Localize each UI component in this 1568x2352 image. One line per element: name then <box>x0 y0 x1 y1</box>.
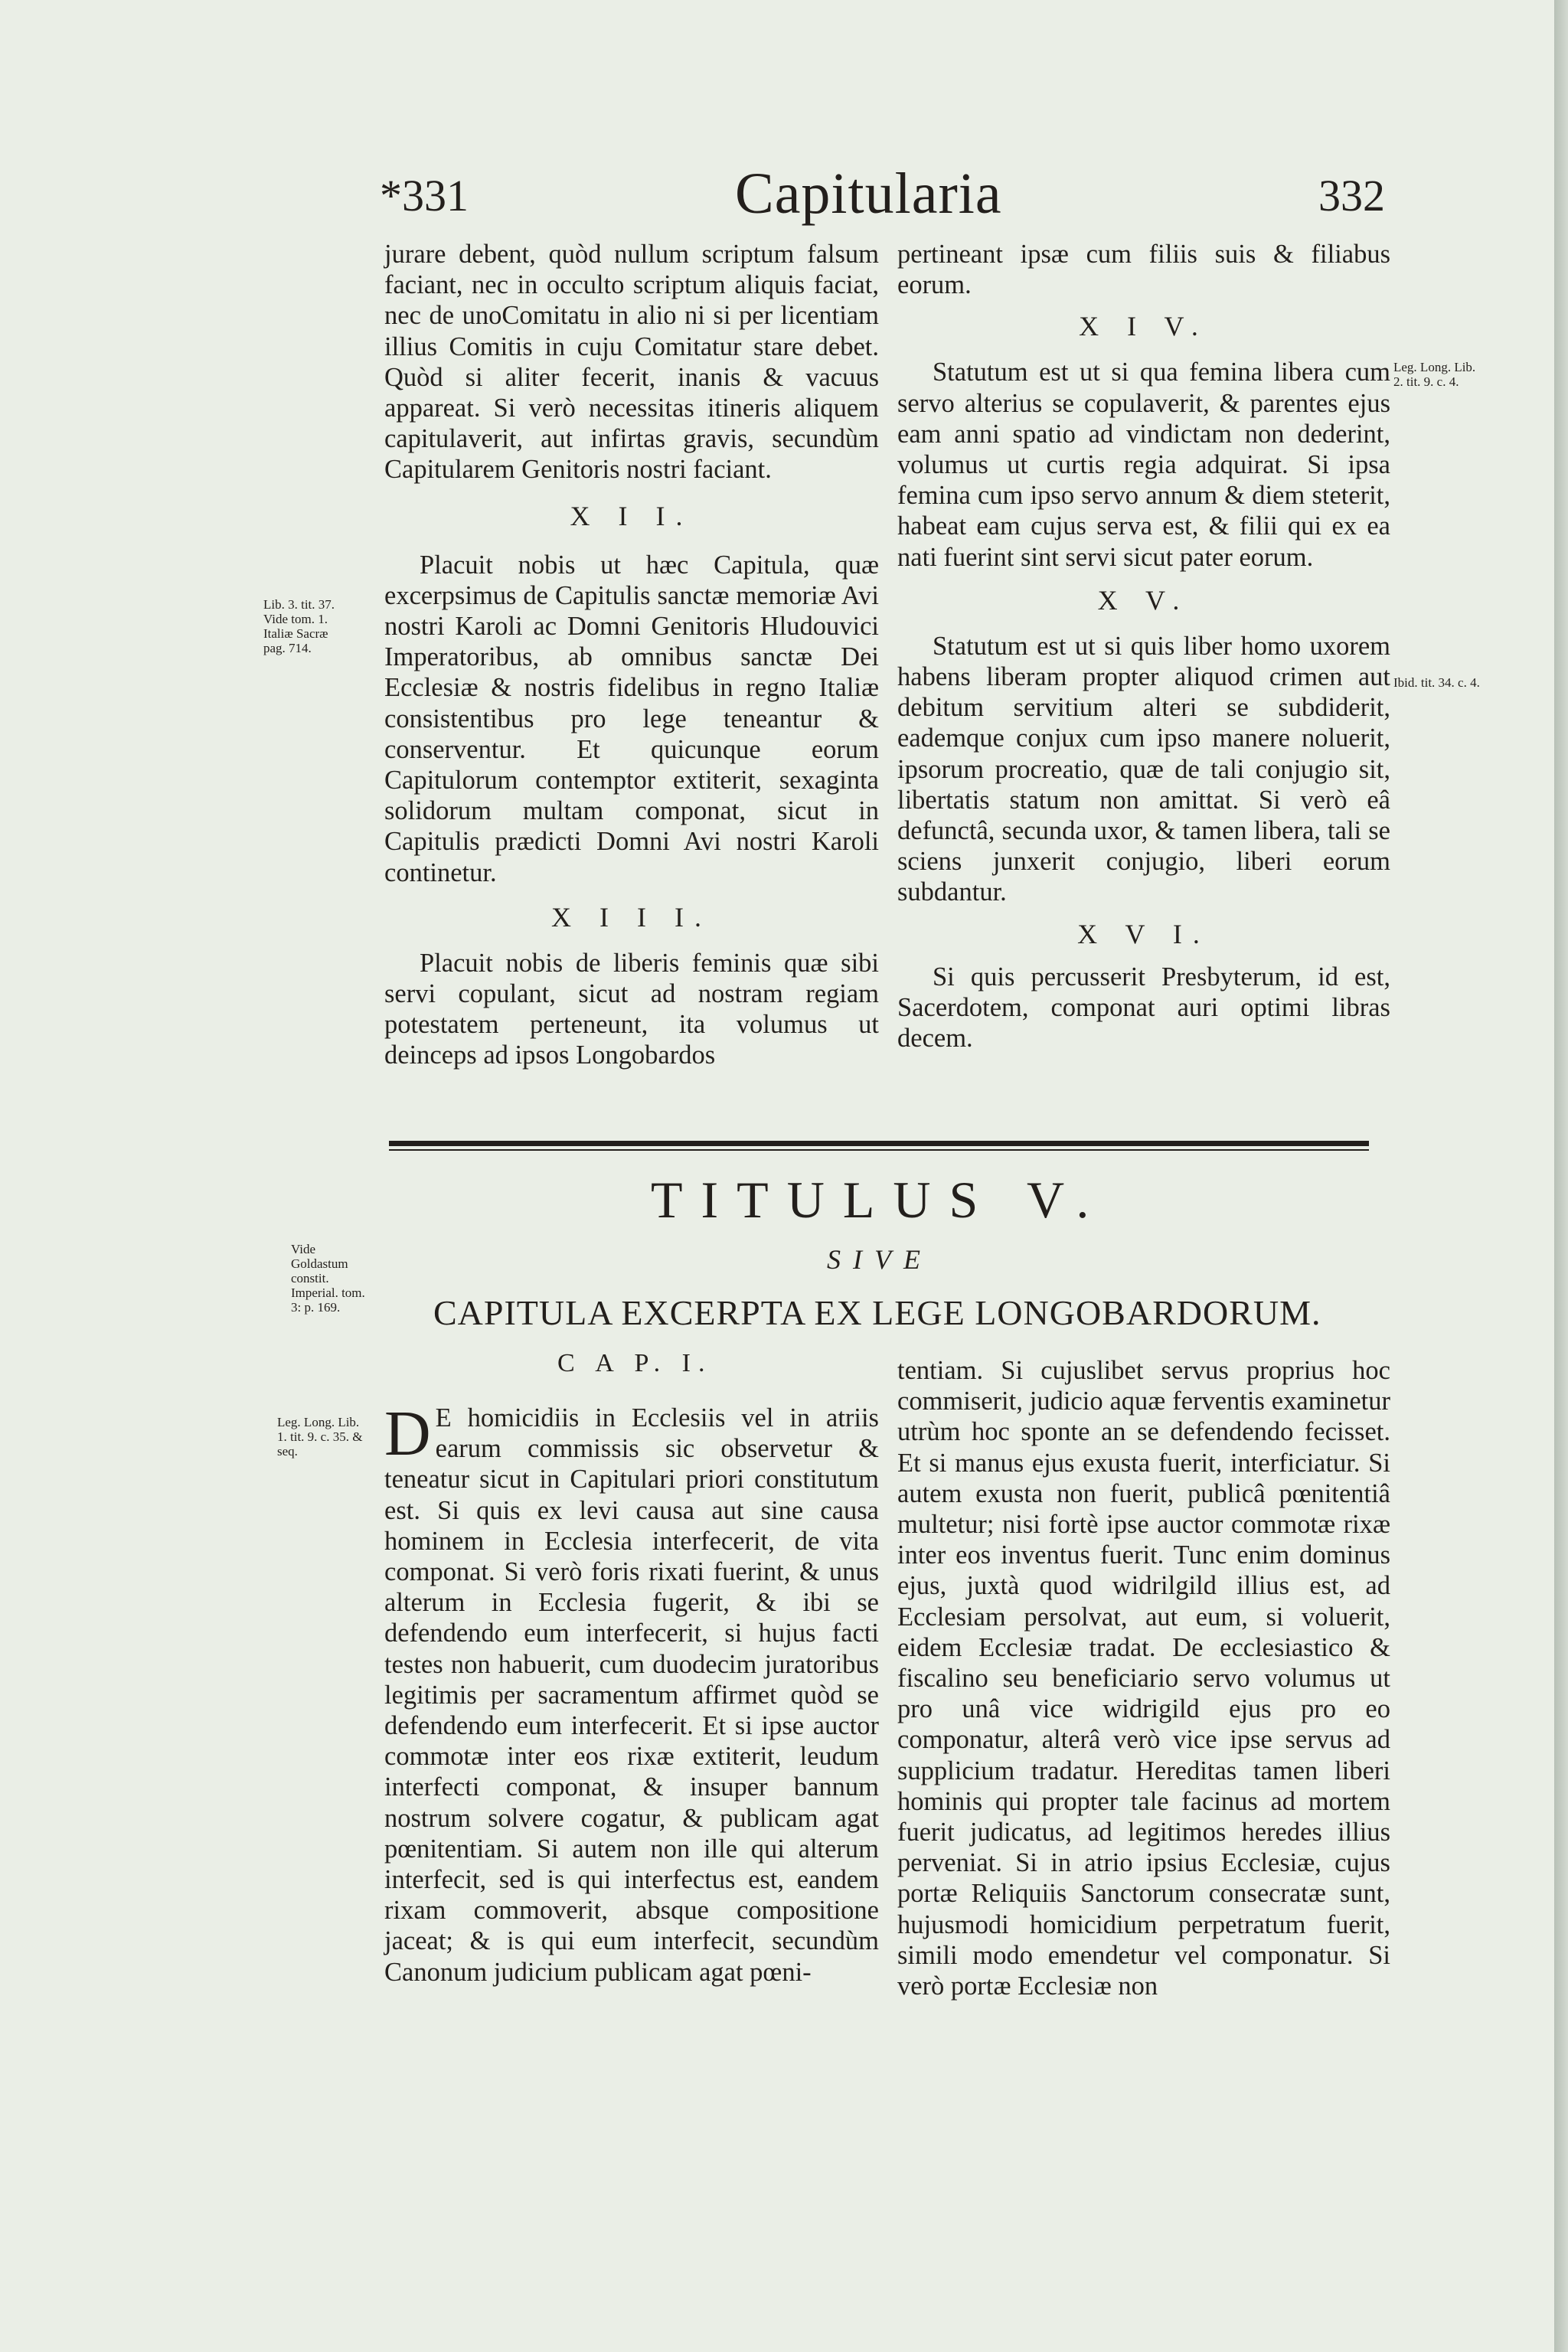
paragraph: jurare debent, quòd nullum scriptum falsum faciant, nec in occulto scriptum aliquis faciat, nec de unoComitatu in alio ni si per licentiam illius Comitis in cuju Comitatur stare debet. Quòd si aliter fecerit, inanis & vacuus appareat. Si verò necessitas itineris aliquem capitulaverit, aut infirtas gravis, secundùm Capitularem Genitoris nostri faciant. <box>384 240 879 485</box>
margin-note: Leg. Long. Lib. 2. tit. 9. c. 4. <box>1393 360 1476 389</box>
paragraph: E homicidiis in Ecclesiis vel in atriis earum commissis sic observetur & teneatur sicut in Capitulari priori constitutum est. Si quis ex levi causa aut sine causa hominem in Ecclesia interfecerit, de vita componat. Si verò foris rixati fuerint, & unus alterum in Ecclesia fugerit, & ibi se defendendo eum interfecerit, si hujus facti testes non habuerit, cum duodecim juratoribus legitimis per sacramentum affirmet quòd se defendendo eum interfecerit. Et si ipse auctor commotæ inter eos rixæ extiterit, leudum interfecti componat, & insuper bannum nostrum solvere cogatur, & publicam agat pœnitentiam. Si autem non ille qui alterum interfecit, sed is qui interfectus est, eandem rixam commoverit, absque compositione jaceat; & is qui eum interfecit, secundùm Canonum judicium publicam agat pœni- <box>384 1403 879 1987</box>
paragraph: Statutum est ut si qua femina libera cum servo alterius se copulaverit, & parentes ejus eam anni spatio ad vindictam non dederint, volumus ut curtis regia adquirat. Si ipsa femina cum ipso servo annum & diem steterit, habeat eam cujus serva est, & filii qui ex ea nati fuerint sint servi sicut pater eorum. <box>897 358 1390 572</box>
drop-cap: D <box>384 1398 431 1469</box>
chapter-heading-xiv: X I V. <box>1079 311 1209 342</box>
margin-note: Ibid. tit. 34. c. 4. <box>1393 675 1480 690</box>
sive-heading: SIVE <box>827 1244 933 1275</box>
paragraph: Placuit nobis de liberis feminis quæ sibi servi copulant, sicut ad nostram regiam potestatem perteneunt, ita volumus ut deinceps ad ipsos Longobardos <box>384 948 879 1070</box>
section-rule-thin <box>389 1149 1369 1151</box>
margin-note: Lib. 3. tit. 37. Vide tom. 1. Italiæ Sacræ pag. 714. <box>263 597 335 655</box>
left-column-top <box>384 239 879 1071</box>
right-column-top <box>897 239 1390 1054</box>
paragraph: tentiam. Si cujuslibet servus proprius hoc commiserit, judicio aquæ ferventis examinetur utrùm hoc sponte an se defendendo fecisset. Et si manus ejus exusta fuerit, interficiatur. Si autem exusta non fuerit, publicâ pœnitentiâ multetur; nisi fortè ipse auctor commotæ rixæ inter eos inventus fuerit. Tunc enim dominus ejus, juxtà quod widrilgild illius est, ad Ecclesiam persolvat, aut eum, si voluerit, eidem Ecclesiæ tradat. De ecclesiastico & fiscalino seu beneficiario servo volumus ut pro unâ vice widrigild ejus pro eo componatur, alterâ verò vice ipse servus ad supplicium tradatur. Hereditas tamen liberi hominis qui propter tale facinus ad mortem fuerit judicatus, ad legitimos heredes illius perveniat. Si in atrio ipsius Ecclesiæ, cujus portæ Reliquiis Sanctorum consecratæ sunt, hujusmodi homicidium perpetratum fuerit, simili modo emendetur vel componatur. Si verò portæ Ecclesiæ non <box>897 1356 1390 2001</box>
cap-heading: C A P. I. <box>557 1349 713 1377</box>
right-column-bottom <box>897 1355 1390 2001</box>
running-title: Capitularia <box>735 162 1002 226</box>
chapter-heading-xv: X V. <box>1097 584 1191 616</box>
left-page-number: *331 <box>380 171 469 220</box>
section-rule <box>389 1141 1369 1146</box>
chapter-heading-xii: X I I. <box>570 500 694 531</box>
paragraph: Placuit nobis ut hæc Capitula, quæ excerpsimus de Capitulis sanctæ memoriæ Avi nostri Karoli ac Domni Genitoris Hludouvici Imperatoribus, ab omnibus sanctæ Dei Ecclesiæ & nostris fidelibus in regno Italiæ consistentibus pro lege teneantur & conserventur. Et quicunque eorum Capitulorum contemptor extiterit, sexaginta solidorum multam componat, sicut in Capitulis prædicti Domni Avi nostri Karoli continetur. <box>384 550 879 887</box>
paragraph: Statutum est ut si quis liber homo uxorem habens liberam propter aliquod crimen aut debitum servitium alteri se subdiderit, eademque conjux cum ipso manere noluerit, ipsorum procreatio, quæ de tali conjugio sit, libertatis statum non amittat. Si verò eâ defunctâ, secunda uxor, & tamen libera, tali se sciens junxerit conjugio, liberi eorum subdantur. <box>897 631 1390 907</box>
titulus-heading: TITULUS V. <box>651 1171 1108 1229</box>
chapter-heading-xiii: X I I I. <box>551 901 712 933</box>
chapter-heading-xvi: X V I. <box>1077 918 1210 949</box>
left-column-bottom <box>384 1398 879 1988</box>
margin-note: Vide Goldastum constit. Imperial. tom. 3: p. 169. <box>291 1242 365 1315</box>
paragraph: Si quis percusserit Presbyterum, id est, Sacerdotem, componat auri optimi libras decem. <box>897 962 1390 1054</box>
paragraph: pertineant ipsæ cum filiis suis & filiabus eorum. <box>897 240 1390 300</box>
titulus-subtitle: CAPITULA EXCERPTA EX LEGE LONGOBARDORUM. <box>433 1293 1321 1332</box>
page-edge <box>1554 0 1568 2352</box>
margin-note: Leg. Long. Lib. 1. tit. 9. c. 35. & seq. <box>277 1415 363 1459</box>
right-page-number: 332 <box>1318 171 1385 220</box>
